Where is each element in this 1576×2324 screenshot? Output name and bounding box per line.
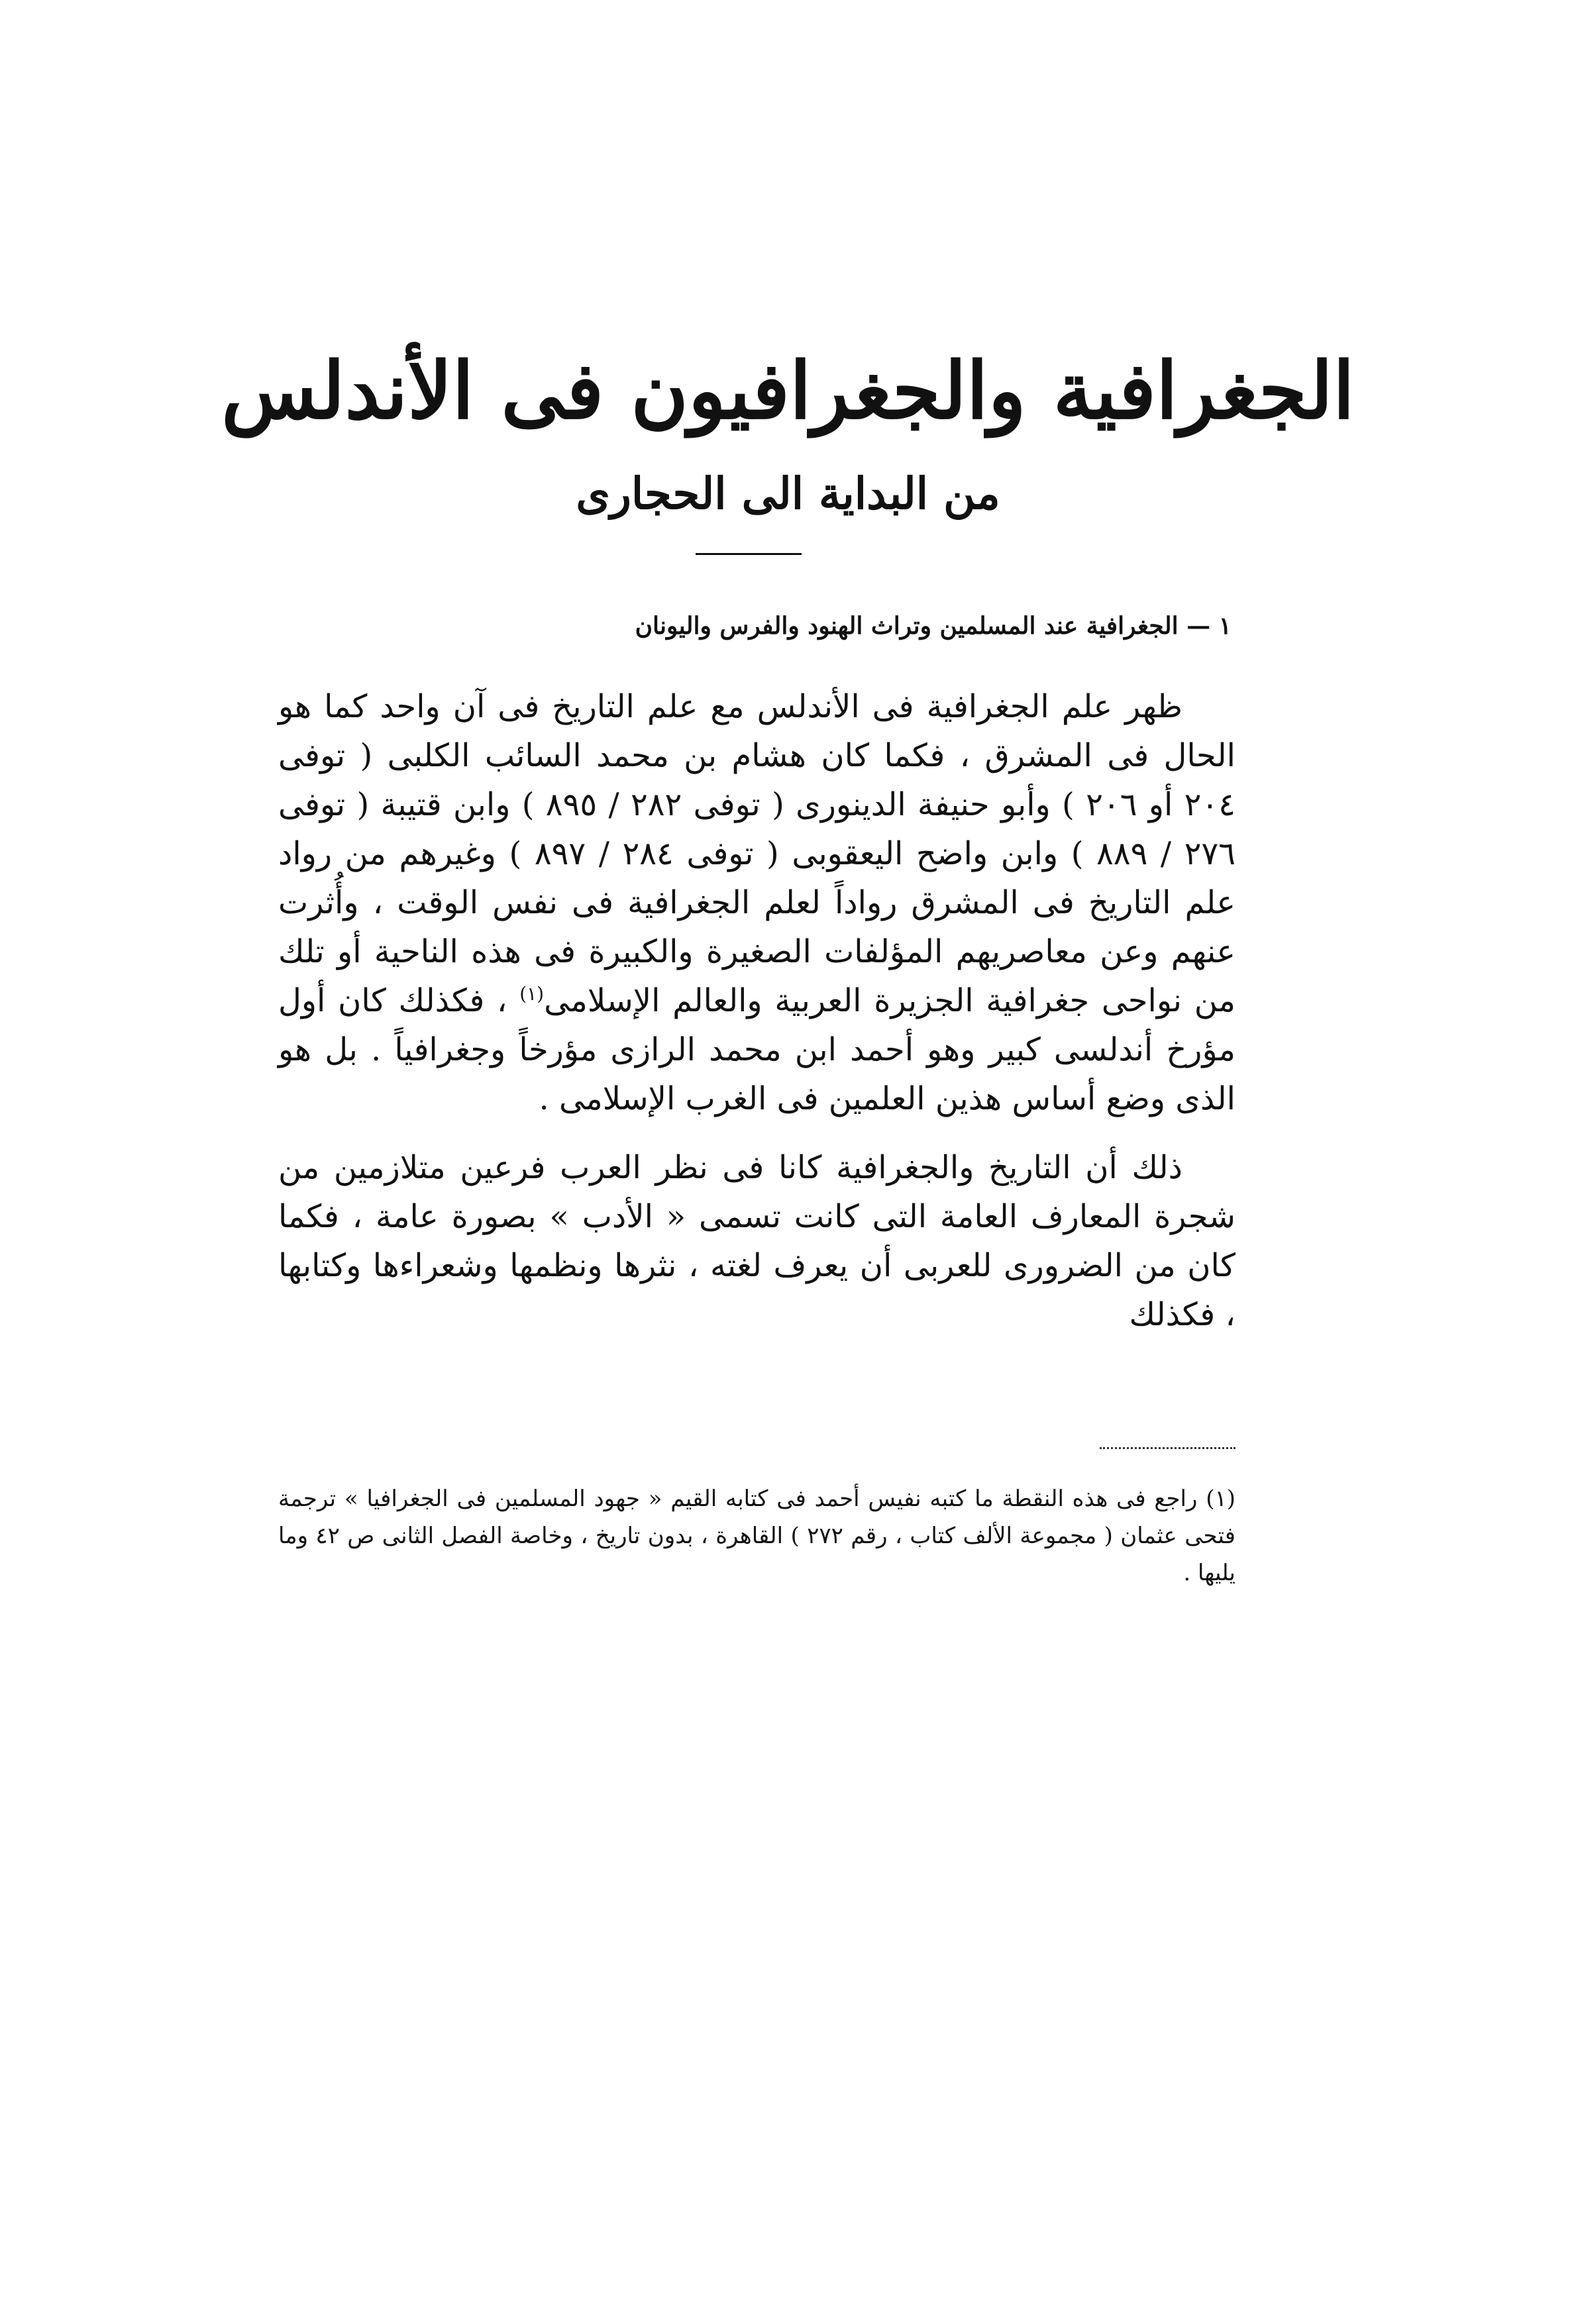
footnote-reference: (١): [519, 983, 545, 1005]
chapter-subtitle: من البداية الى الحجارى: [576, 468, 1000, 519]
paragraph-2: ذلك أن التاريخ والجغرافية كانا فى نظر العرب فرعين متلازمين من شجرة المعارف العامة التى كانت تسمى « الأدب » بصورة عامة ، فكما كان من الضرورى للعربى أن يعرف لغته ، نثرها ونظمها وشعراءها وكتابها ، فكذلك: [278, 1149, 1236, 1333]
body-text: [278, 682, 1235, 1359]
paragraph-1-text-a: ظهر علم الجغرافية فى الأندلس مع علم التاريخ فى آن واحد كما هو الحال فى المشرق ، فكما كان هشام بن محمد السائب الكلبى ( توفى ٢٠٤ أو ٢٠٦ ) وأبو حنيفة الدينورى ( توفى ٢٨٢ / ٨٩٥ ) وابن قتيبة ( توفى ٢٧٦ / ٨٨٩ ) وابن واضح اليعقوبى ( توفى ٢٨٤ / ٨٩٧ ) وغيرهم من رواد علم التاريخ فى المشرق رواداً لعلم الجغرافية فى نفس الوقت ، وأُثرت عنهم وعن معاصريهم المؤلفات الصغيرة والكبيرة فى هذه الناحية أو تلك من نواحى جغرافية الجزيرة العربية والعالم الإسلامى: [278, 688, 1235, 1019]
title-divider: [696, 553, 802, 555]
chapter-title: الجغرافية والجغرافيون فى الأندلس: [221, 344, 1355, 436]
footnote: (١) راجع فى هذه النقطة ما كتبه نفيس أحمد فى كتابه القيم « جهود المسلمين فى الجغرافيا » ترجمة فتحى عثمان ( مجموعة الألف كتاب ، رقم ٢٧٢ ) القاهرة ، بدون تاريخ ، وخاصة الفصل الثانى ص ٤٢ وما يليها .: [278, 1486, 1235, 1586]
footnote-divider: [1100, 1447, 1235, 1449]
section-heading: ١ — الجغرافية عند المسلمين وتراث الهنود والفرس واليونان: [635, 612, 1232, 640]
paragraph-1: [278, 682, 1235, 1123]
paragraph-1-text-b: ، فكذلك كان أول مؤرخ أندلسى كبير وهو أحمد ابن محمد الرازى مؤرخاً وجغرافياً . بل هو الذى وضع أساس هذين العلمين فى الغرب الإسلامى .: [278, 982, 1235, 1117]
